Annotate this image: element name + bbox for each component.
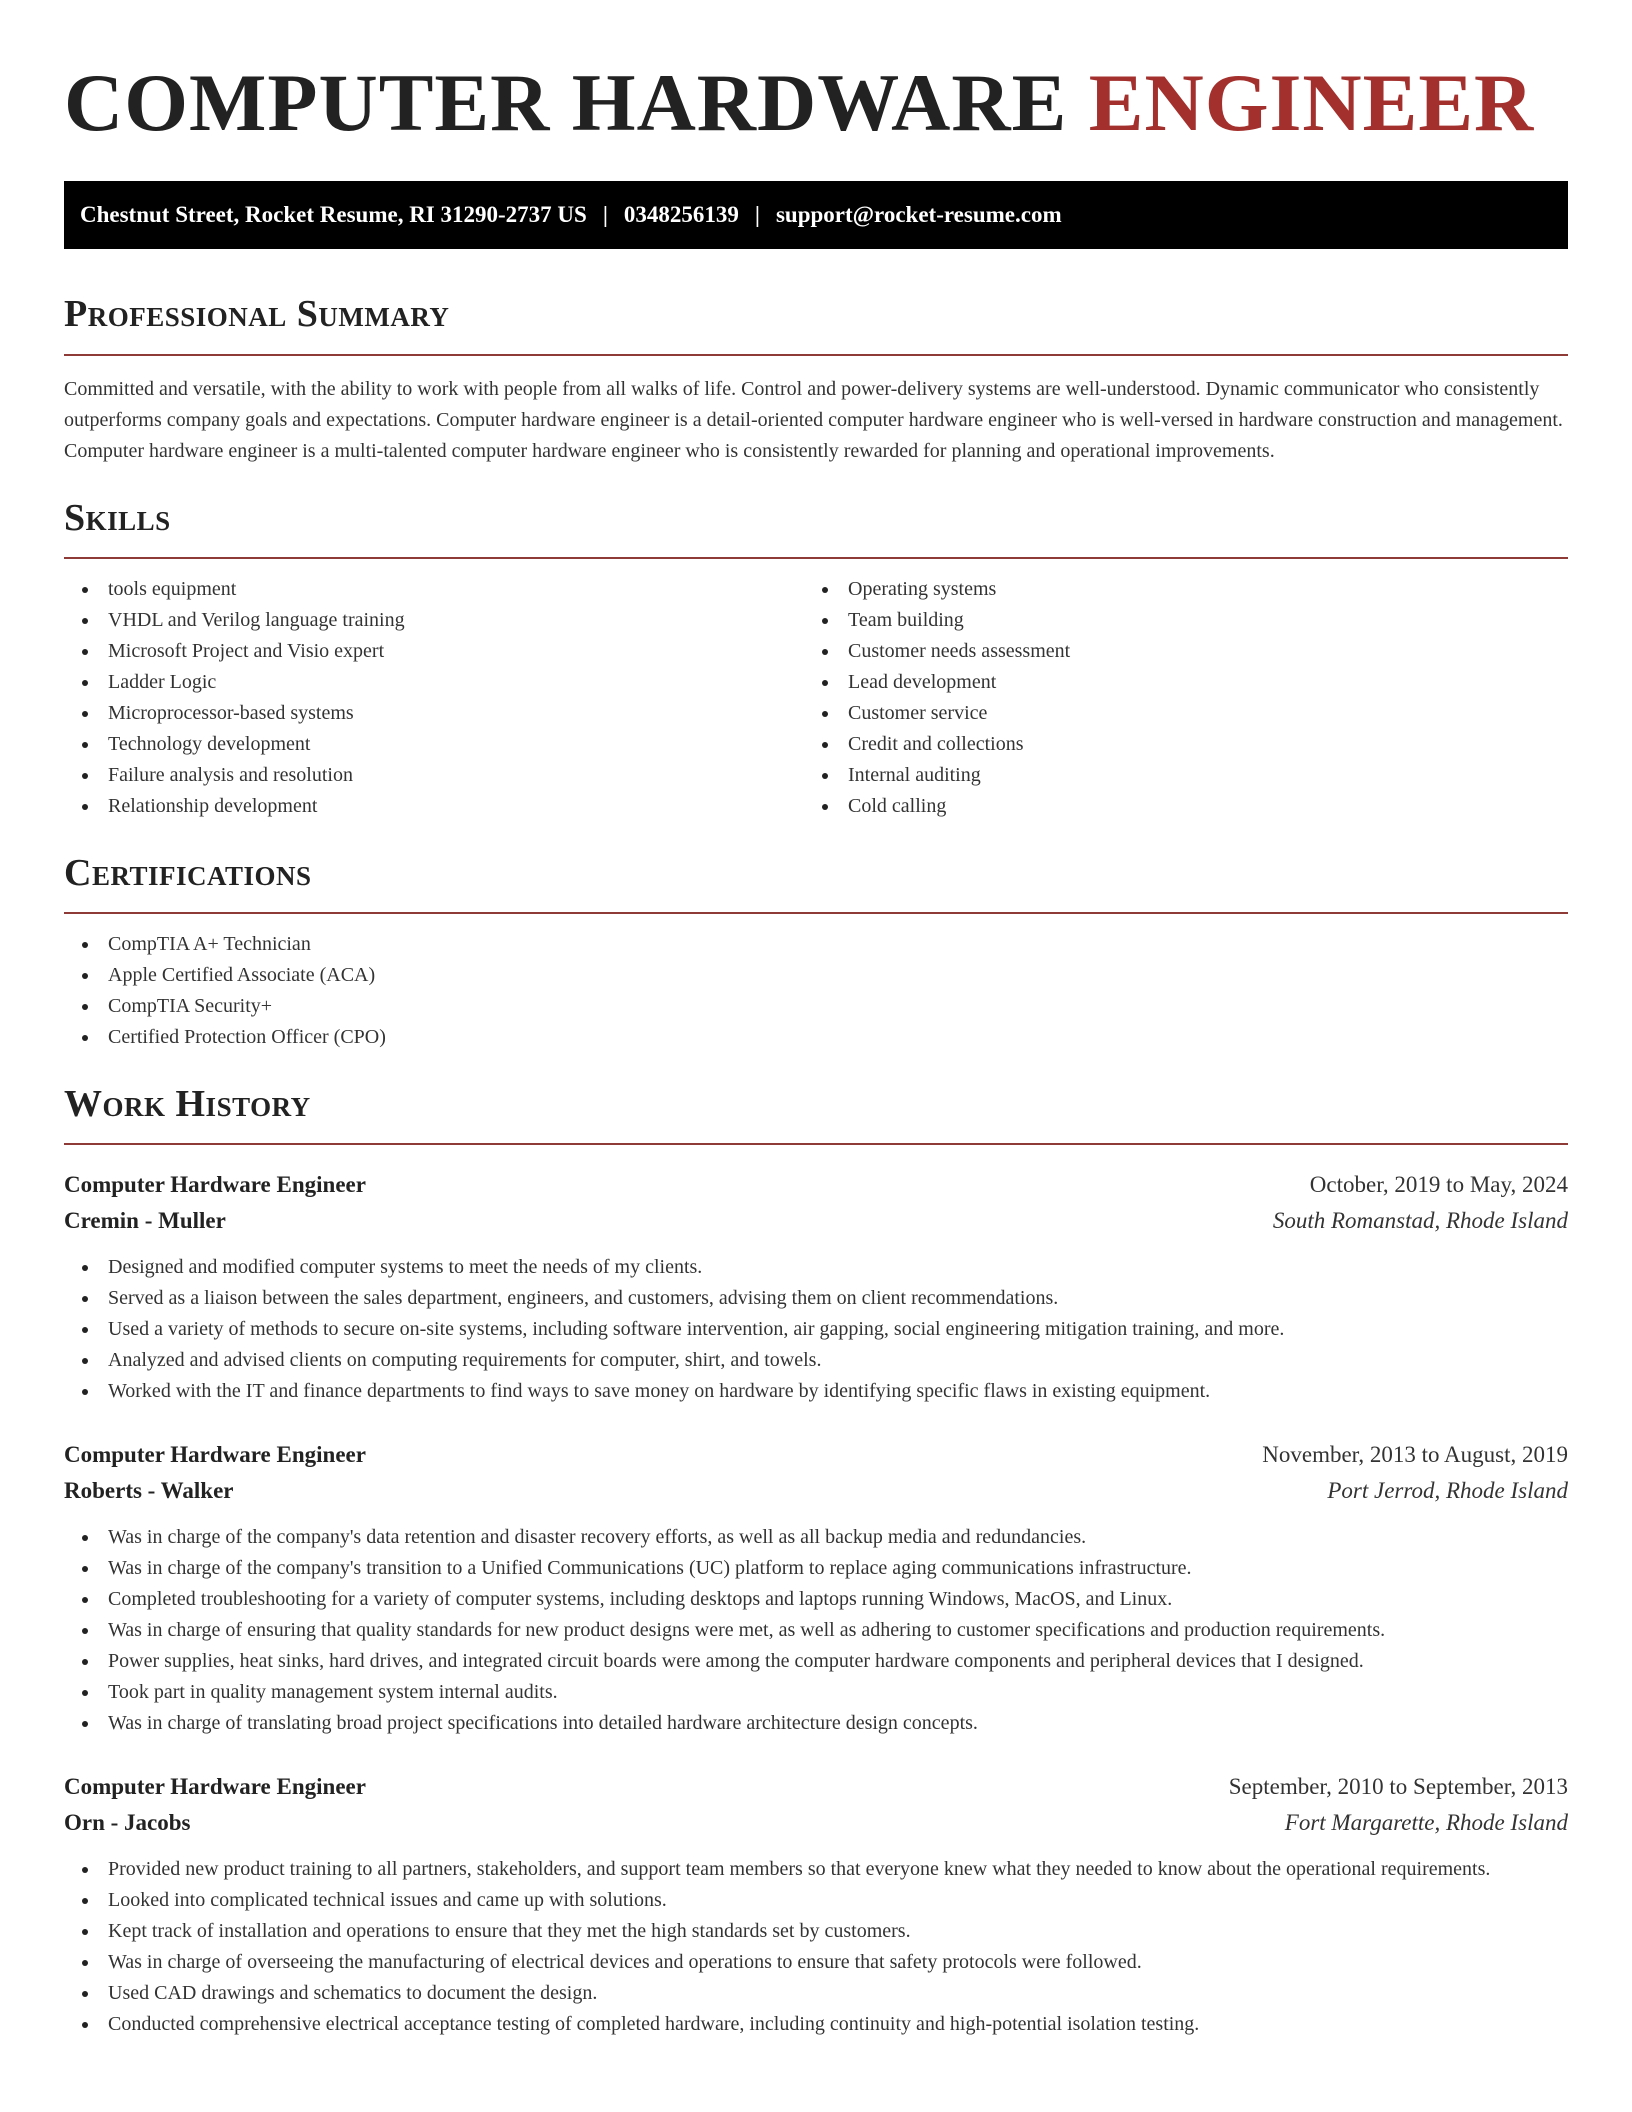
job-dates: October, 2019 to May, 2024 <box>1309 1172 1568 1197</box>
job-title: Computer Hardware Engineer <box>64 1442 366 1467</box>
skill-item: VHDL and Verilog language training <box>64 605 804 636</box>
certification-item: Certified Protection Officer (CPO) <box>64 1022 1568 1053</box>
job-location: Port Jerrod, Rhode Island <box>1327 1478 1568 1503</box>
job-location: South Romanstad, Rhode Island <box>1272 1208 1568 1233</box>
job-dates: November, 2013 to August, 2019 <box>1262 1442 1568 1467</box>
skill-item: Relationship development <box>64 791 804 822</box>
job-bullet: Completed troubleshooting for a variety of computer systems, including desktops and laptops running Windows, MacOS, and Linux. <box>64 1584 1568 1615</box>
certifications-section <box>64 850 1568 1053</box>
job-bullet: Was in charge of overseeing the manufacturing of electrical devices and operations to ensure that safety protocols were followed. <box>64 1947 1568 1978</box>
contact-separator: | <box>602 202 608 227</box>
job-company-row <box>64 1203 1568 1239</box>
skill-item: Credit and collections <box>804 729 1544 760</box>
certification-item: CompTIA Security+ <box>64 991 1568 1022</box>
name-accent: ENGINEER <box>1088 57 1535 148</box>
contact-email[interactable]: support@rocket-resume.com <box>775 202 1062 227</box>
job-bullet: Used a variety of methods to secure on-site systems, including software intervention, air gapping, social engineering mitigation training, and more. <box>64 1314 1568 1345</box>
skills-columns <box>64 574 1568 822</box>
summary-text: Committed and versatile, with the ability to work with people from all walks of life. Control and power-delivery systems are well-understood. Dynamic communicator who consistently outperforms company goals and expectations. Computer hardware engineer is a detail-oriented computer hardware engineer who is well-versed in hardware construction and management. Computer hardware engineer is a multi-talented computer hardware engineer who is consistently rewarded for planning and operational improvements. <box>64 378 1563 462</box>
job-bullet: Conducted comprehensive electrical acceptance testing of completed hardware, including continuity and high-potential isolation testing. <box>64 2009 1568 2040</box>
skill-item: Lead development <box>804 667 1544 698</box>
certification-item: Apple Certified Associate (ACA) <box>64 960 1568 991</box>
contact-phone[interactable]: 0348256139 <box>623 202 739 227</box>
job-title: Computer Hardware Engineer <box>64 1774 366 1799</box>
resume-content <box>64 48 1568 2040</box>
skill-item: Customer needs assessment <box>804 636 1544 667</box>
job-location: Fort Margarette, Rhode Island <box>1284 1810 1568 1835</box>
skill-item: Operating systems <box>804 574 1544 605</box>
work-history-section <box>64 1081 1568 2040</box>
job-company: Roberts - Walker <box>64 1478 234 1503</box>
skill-item: Ladder Logic <box>64 667 804 698</box>
skill-item: Cold calling <box>804 791 1544 822</box>
jobs-list <box>64 1167 1568 2040</box>
resume-name <box>64 48 1568 158</box>
section-title-skills: Skills <box>64 497 171 539</box>
skill-item: Microprocessor-based systems <box>64 698 804 729</box>
job-bullets <box>64 1854 1568 2040</box>
job-bullet: Used CAD drawings and schematics to document the design. <box>64 1978 1568 2009</box>
section-divider <box>64 354 1568 356</box>
name-primary: COMPUTER HARDWARE <box>64 57 1068 148</box>
section-divider <box>64 912 1568 914</box>
contact-address: Chestnut Street, Rocket Resume, RI 31290-2737 US <box>80 202 587 227</box>
job-bullet: Was in charge of the company's transition to a Unified Communications (UC) platform to replace aging communications infrastructure. <box>64 1553 1568 1584</box>
job-entry <box>64 1167 1568 1407</box>
section-divider <box>64 1143 1568 1145</box>
skill-item: Internal auditing <box>804 760 1544 791</box>
job-company-row <box>64 1473 1568 1509</box>
job-entry <box>64 1437 1568 1739</box>
skills-list-right <box>804 574 1544 822</box>
job-header-row <box>64 1167 1568 1203</box>
section-divider <box>64 557 1568 559</box>
certification-item: CompTIA A+ Technician <box>64 929 1568 960</box>
skills-section <box>64 495 1568 822</box>
job-bullet: Served as a liaison between the sales department, engineers, and customers, advising them on client recommendations. <box>64 1283 1568 1314</box>
skill-item: tools equipment <box>64 574 804 605</box>
section-title-certifications: Certifications <box>64 852 312 894</box>
job-bullets <box>64 1522 1568 1739</box>
certifications-list <box>64 929 1568 1053</box>
skill-item: Customer service <box>804 698 1544 729</box>
job-company: Cremin - Muller <box>64 1208 226 1233</box>
job-bullet: Was in charge of ensuring that quality standards for new product designs were met, as well as adhering to customer specifications and production requirements. <box>64 1615 1568 1646</box>
job-company: Orn - Jacobs <box>64 1810 191 1835</box>
job-bullet: Was in charge of the company's data retention and disaster recovery efforts, as well as all backup media and redundancies. <box>64 1522 1568 1553</box>
contact-separator: | <box>754 202 760 227</box>
job-bullet: Worked with the IT and finance departments to find ways to save money on hardware by identifying specific flaws in existing equipment. <box>64 1376 1568 1407</box>
job-bullet: Looked into complicated technical issues and came up with solutions. <box>64 1885 1568 1916</box>
job-title: Computer Hardware Engineer <box>64 1172 366 1197</box>
job-company-row <box>64 1805 1568 1841</box>
job-bullet: Was in charge of translating broad project specifications into detailed hardware architecture design concepts. <box>64 1708 1568 1739</box>
contact-bar <box>64 181 1568 249</box>
skill-item: Technology development <box>64 729 804 760</box>
job-bullet: Took part in quality management system internal audits. <box>64 1677 1568 1708</box>
professional-summary-section <box>64 291 1568 467</box>
job-bullet: Provided new product training to all partners, stakeholders, and support team members so that everyone knew what they needed to know about the operational requirements. <box>64 1854 1568 1885</box>
job-dates: September, 2010 to September, 2013 <box>1228 1774 1568 1799</box>
section-title-summary: Professional Summary <box>64 293 450 335</box>
job-bullet: Analyzed and advised clients on computing requirements for computer, shirt, and towels. <box>64 1345 1568 1376</box>
skill-item: Microsoft Project and Visio expert <box>64 636 804 667</box>
skills-list-left <box>64 574 804 822</box>
job-entry <box>64 1769 1568 2040</box>
section-title-work: Work History <box>64 1083 311 1125</box>
job-header-row <box>64 1769 1568 1805</box>
job-bullet: Kept track of installation and operations to ensure that they met the high standards set by customers. <box>64 1916 1568 1947</box>
job-bullet: Designed and modified computer systems to meet the needs of my clients. <box>64 1252 1568 1283</box>
job-bullets <box>64 1252 1568 1407</box>
job-bullet: Power supplies, heat sinks, hard drives, and integrated circuit boards were among the computer hardware components and peripheral devices that I designed. <box>64 1646 1568 1677</box>
job-header-row <box>64 1437 1568 1473</box>
skill-item: Failure analysis and resolution <box>64 760 804 791</box>
skill-item: Team building <box>804 605 1544 636</box>
